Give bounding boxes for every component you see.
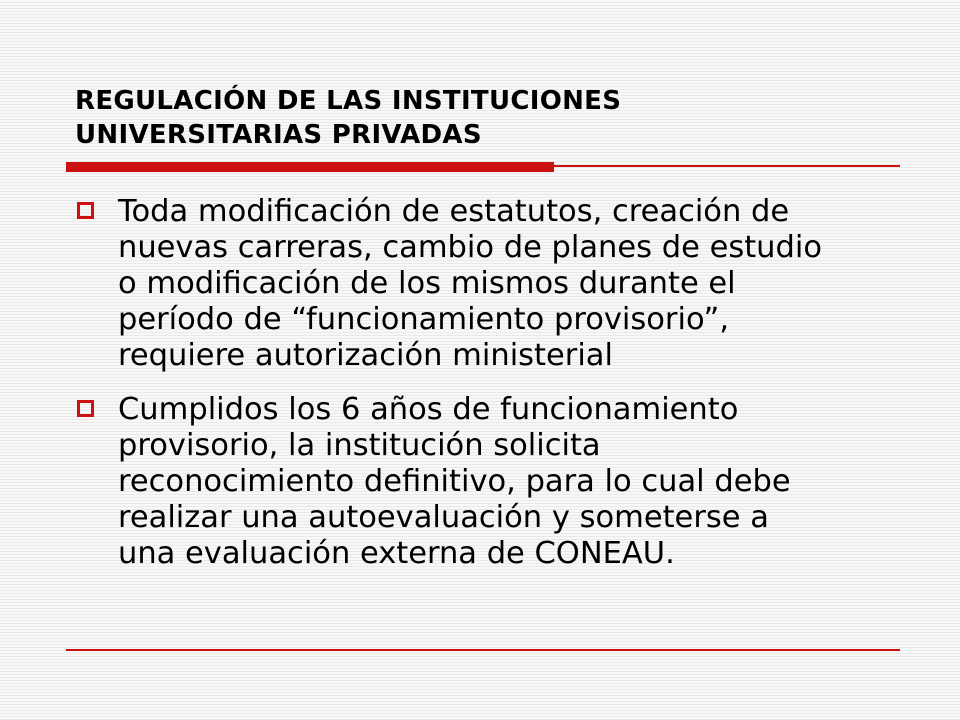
slide-title — [75, 84, 875, 152]
bullet-item — [73, 392, 933, 572]
slide-title-line: UNIVERSITARIAS PRIVADAS — [75, 120, 482, 150]
square-bullet-icon — [77, 202, 94, 219]
bullet-line: período de “funcionamiento provisorio”, — [118, 302, 730, 337]
bullet-list — [73, 194, 933, 590]
bullet-line: Toda modificación de estatutos, creación de — [118, 194, 790, 229]
bullet-line: reconocimiento definitivo, para lo cual debe — [118, 464, 791, 499]
title-accent-bar — [66, 162, 554, 172]
bullet-line: provisorio, la institución solicita — [118, 428, 601, 463]
bullet-item — [73, 194, 933, 374]
title-divider-line — [554, 165, 900, 167]
bullet-text — [118, 392, 933, 572]
bullet-line: o modificación de los mismos durante el — [118, 266, 736, 301]
bullet-line: nuevas carreras, cambio de planes de estudio — [118, 230, 823, 265]
bullet-line: realizar una autoevaluación y someterse a — [118, 500, 769, 535]
footer-divider-line — [66, 649, 900, 651]
bullet-line: Cumplidos los 6 años de funcionamiento — [118, 392, 739, 427]
bullet-text — [118, 194, 933, 374]
square-bullet-icon — [77, 400, 94, 417]
bullet-line: requiere autorización ministerial — [118, 338, 613, 373]
bullet-line: una evaluación externa de CONEAU. — [118, 536, 675, 571]
slide-title-line: REGULACIÓN DE LAS INSTITUCIONES — [75, 86, 622, 116]
